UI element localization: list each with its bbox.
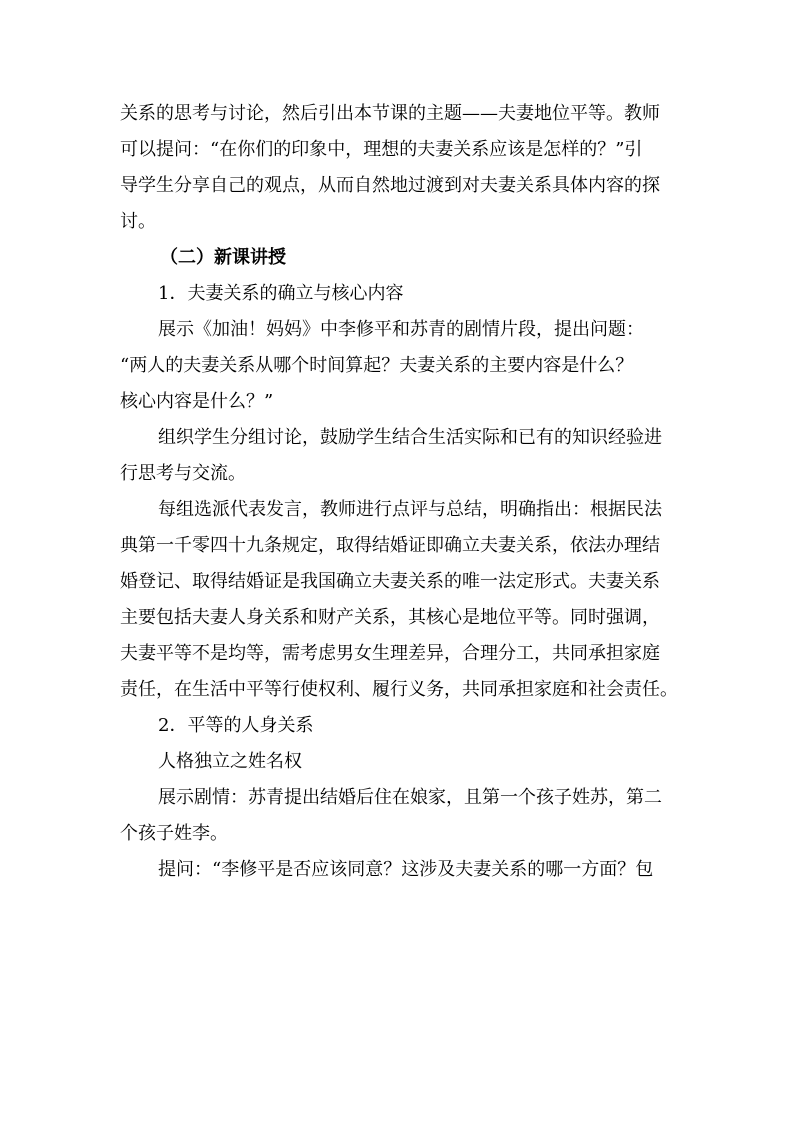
text-line-22: 提问：“李修平是否应该同意？这涉及夫妻关系的哪一方面？包 (158, 859, 654, 880)
text-line-2: 可以提问：“在你们的印象中，理想的夫妻关系应该是怎样的？”引 (120, 139, 643, 160)
text-line-3: 导学生分享自己的观点，从而自然地过渡到对夫妻关系具体内容的探 (120, 175, 660, 196)
text-line-11: 行思考与交流。 (120, 463, 246, 484)
text-line-21: 个孩子姓李。 (120, 823, 228, 844)
subheading-1: 1．夫妻关系的确立与核心内容 (158, 283, 404, 304)
text-line-14: 婚登记、取得结婚证是我国确立夫妻关系的唯一法定形式。夫妻关系 (120, 571, 660, 592)
text-line-20: 展示剧情：苏青提出结婚后住在娘家，且第一个孩子姓苏，第二 (158, 787, 662, 808)
section-heading: （二）新课讲授 (160, 247, 286, 268)
text-line-17: 责任，在生活中平等行使权利、履行义务，共同承担家庭和社会责任。 (120, 679, 678, 700)
text-line-13: 典第一千零四十九条规定，取得结婚证即确立夫妻关系，依法办理结 (120, 535, 660, 556)
text-line-12: 每组选派代表发言，教师进行点评与总结，明确指出：根据民法 (158, 499, 662, 520)
text-line-15: 主要包括夫妻人身关系和财产关系，其核心是地位平等。同时强调， (120, 607, 660, 628)
text-line-10: 组织学生分组讨论，鼓励学生结合生活实际和已有的知识经验进 (158, 427, 662, 448)
text-line-9: 核心内容是什么？” (120, 391, 274, 412)
text-line-7: 展示《加油！妈妈》中李修平和苏青的剧情片段，提出问题： (158, 319, 644, 340)
text-line-19: 人格独立之姓名权 (158, 751, 302, 772)
subheading-2: 2．平等的人身关系 (158, 715, 314, 736)
text-line-1: 关系的思考与讨论，然后引出本节课的主题——夫妻地位平等。教师 (120, 103, 660, 124)
text-line-16: 夫妻平等不是均等，需考虑男女生理差异，合理分工，共同承担家庭 (120, 643, 660, 664)
text-line-4: 讨。 (120, 211, 156, 232)
text-line-8: “两人的夫妻关系从哪个时间算起？夫妻关系的主要内容是什么？ (120, 355, 634, 376)
